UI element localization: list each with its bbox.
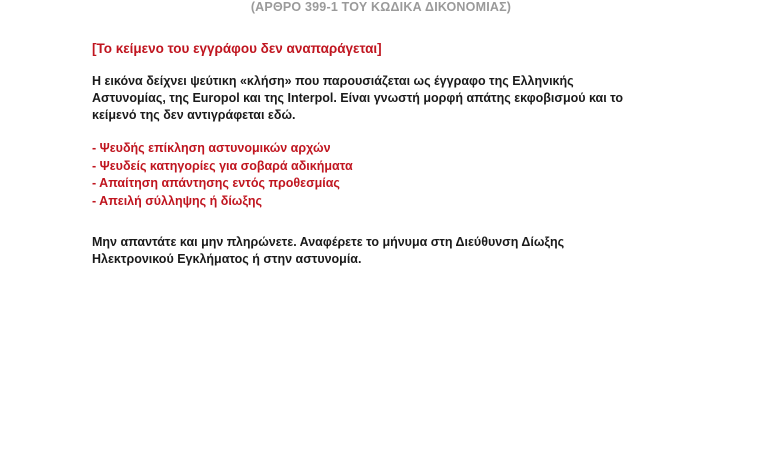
list-item: - Απαίτηση απάντησης εντός προθεσμίας (92, 175, 630, 193)
document-subtitle: (ΑΡΘΡΟ 399-1 ΤΟΥ ΚΩΔΙΚΑ ΔΙΚΟΝΟΜΙΑΣ) (250, 0, 512, 14)
notice-intro: Η εικόνα δείχνει ψεύτικη «κλήση» που παρουσιάζεται ως έγγραφο της Ελληνικής Αστυνομίας, της Europol και της Interpol. Είναι γνωστή μορφή απάτης εκφοβισμού και το κείμενό της δεν αντιγράφεται εδώ. (92, 74, 624, 122)
document-body (92, 40, 630, 268)
warning-list (92, 140, 630, 210)
list-item: - Απειλή σύλληψης ή δίωξης (92, 193, 630, 211)
list-item: - Ψευδής επίκληση αστυνομικών αρχών (92, 140, 630, 158)
notice-heading: [Το κείμενο του εγγράφου δεν αναπαράγεται] (92, 41, 382, 56)
list-item: - Ψευδείς κατηγορίες για σοβαρά αδικήματα (92, 158, 630, 176)
notice-advice: Μην απαντάτε και μην πληρώνετε. Αναφέρετε το μήνυμα στη Διεύθυνση Δίωξης Ηλεκτρονικού Εγκλήματος ή στην αστυνομία. (92, 235, 565, 266)
